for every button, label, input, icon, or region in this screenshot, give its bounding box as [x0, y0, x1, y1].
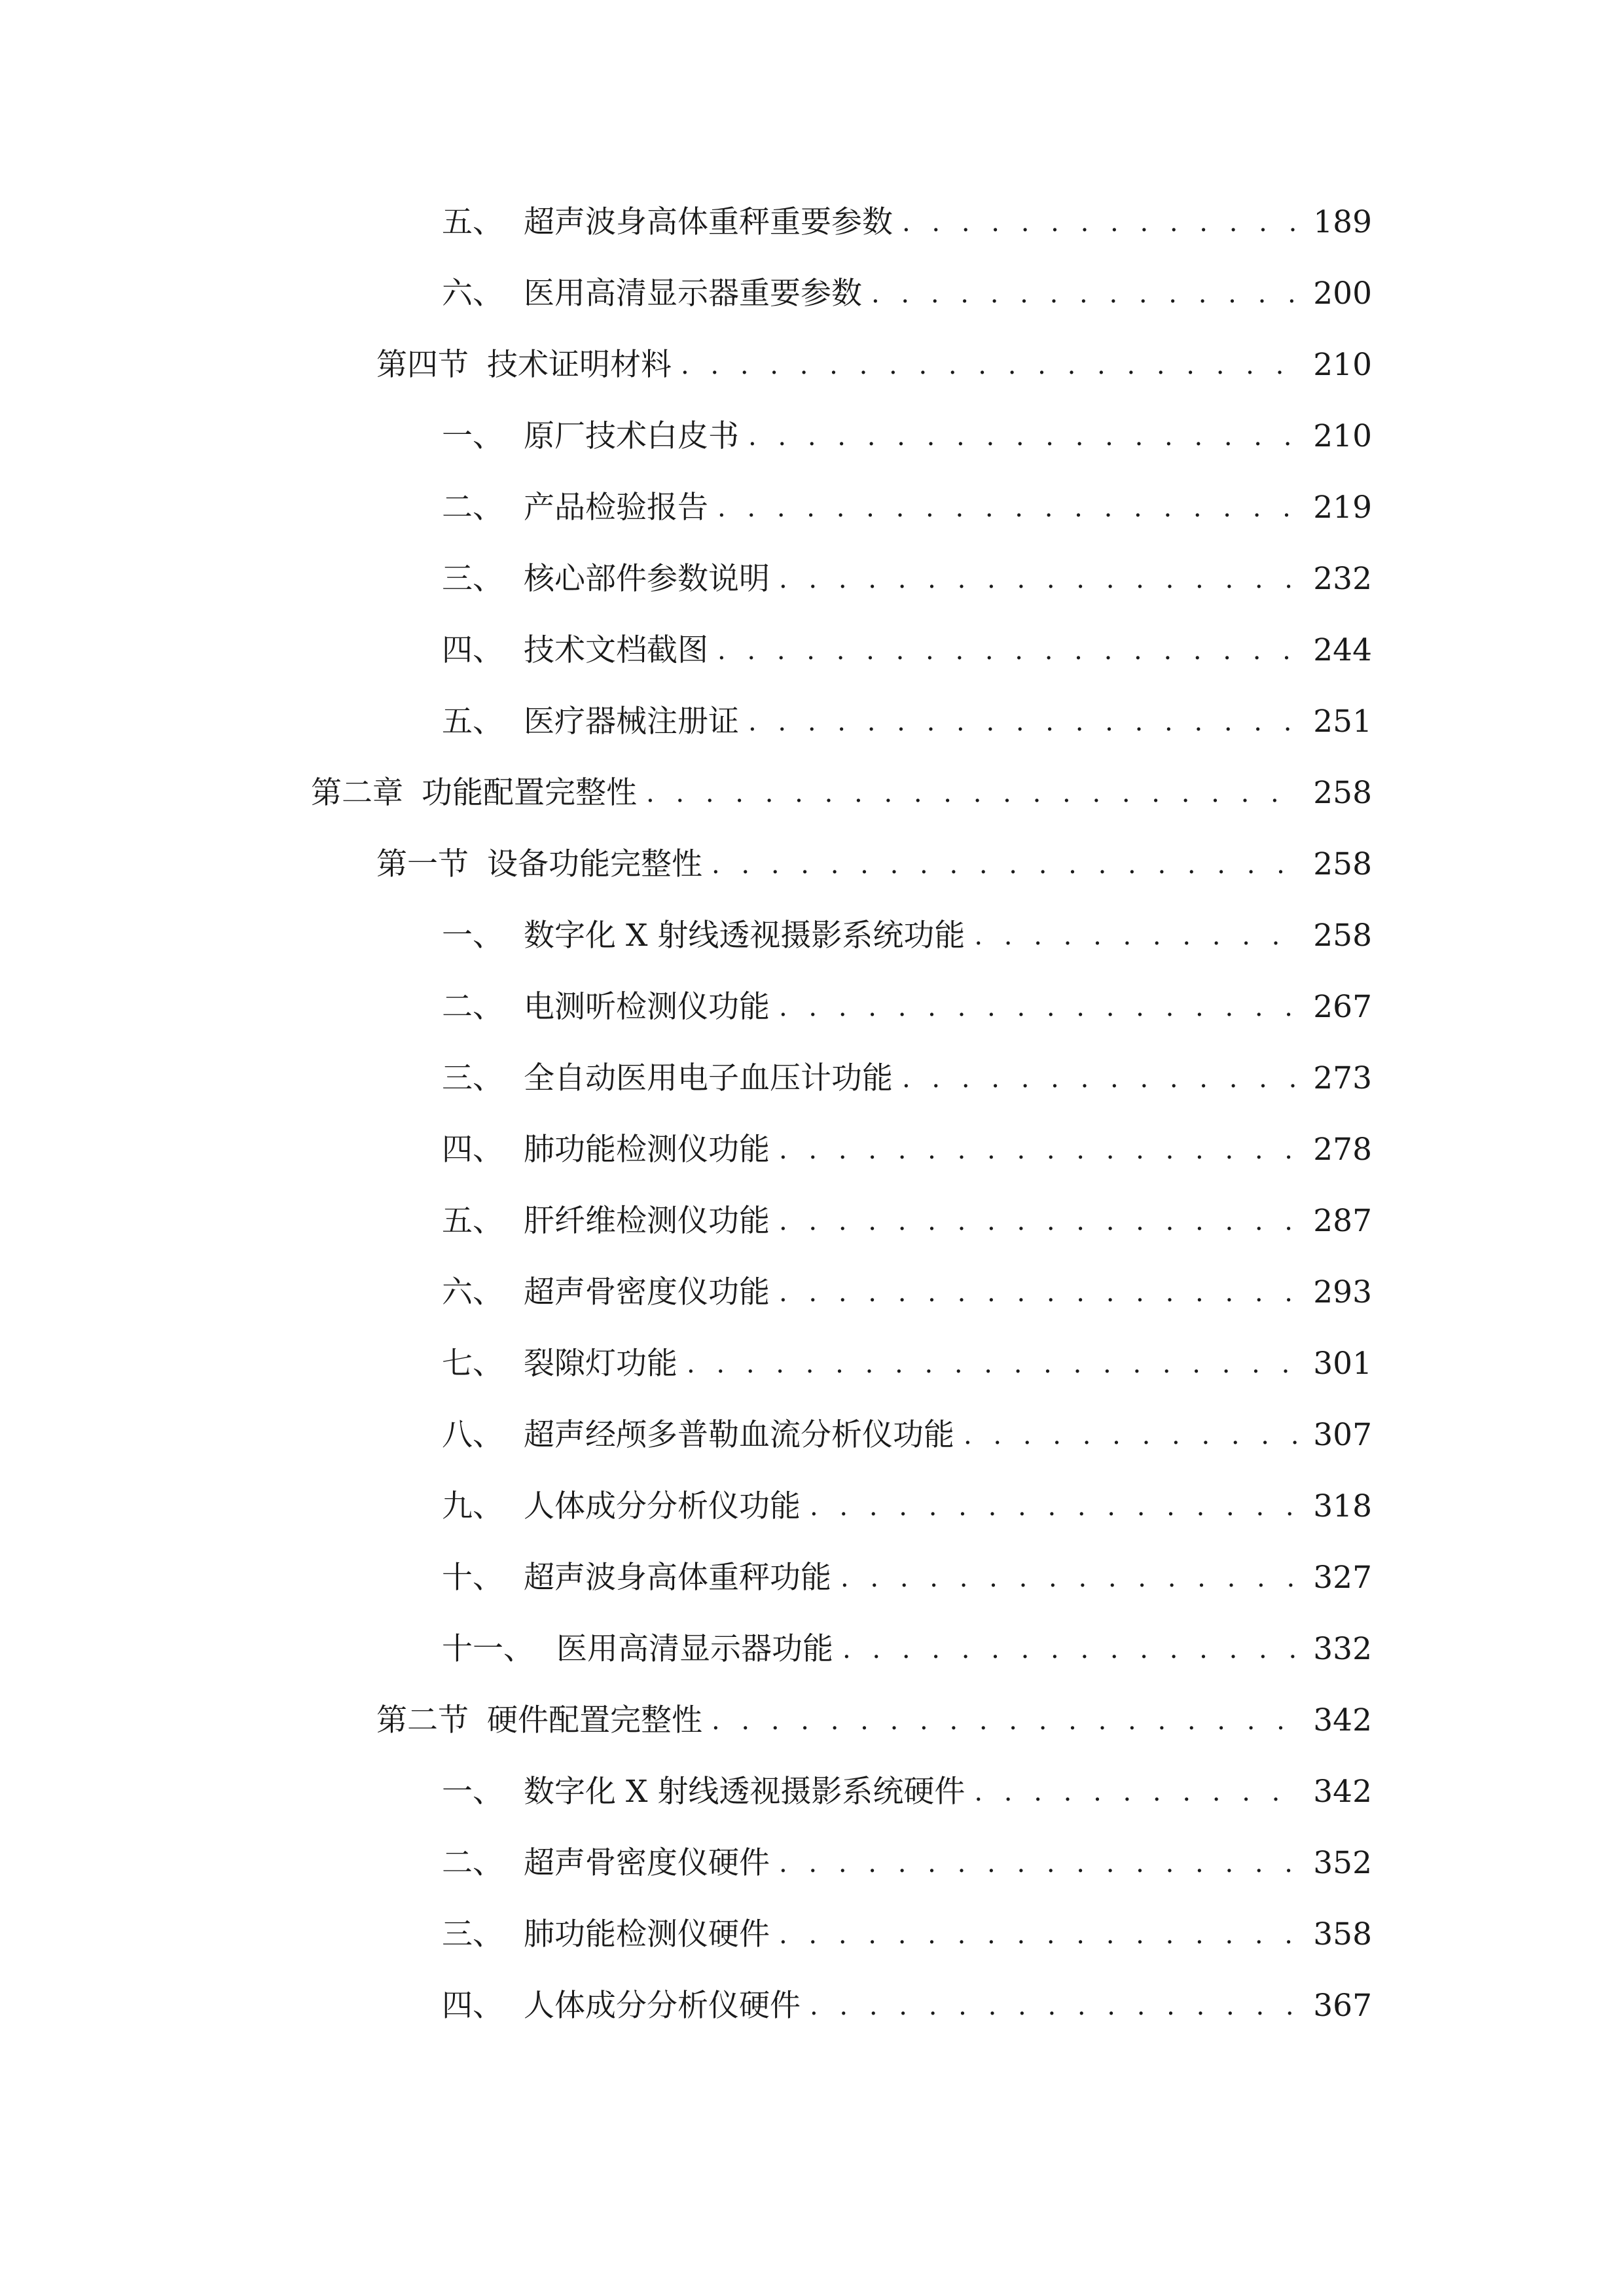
toc-entry[interactable]	[442, 482, 1372, 528]
entry-page-number: 219	[1313, 490, 1372, 526]
entry-title: 技术证明材料	[487, 347, 672, 383]
entry-number: 十、	[442, 1560, 503, 1596]
entry-title: 产品检验报告	[524, 490, 708, 526]
entry-number: 一、	[442, 1774, 503, 1810]
entry-page-number: 352	[1313, 1845, 1372, 1881]
toc-entry[interactable]	[442, 1409, 1372, 1455]
toc-entry[interactable]	[442, 1837, 1372, 1883]
entry-title: 人体成分分析仪硬件	[524, 1988, 801, 2024]
entry-page-number: 318	[1313, 1488, 1372, 1524]
dot-leader	[748, 702, 1301, 742]
entry-page-number: 200	[1313, 276, 1372, 312]
entry-page-number: 251	[1313, 704, 1372, 740]
entry-number: 二、	[442, 989, 503, 1025]
dot-leader	[687, 1344, 1301, 1384]
dot-leader	[779, 1130, 1301, 1170]
entry-page-number: 367	[1313, 1988, 1372, 2024]
dot-leader	[810, 1487, 1301, 1526]
dot-leader	[871, 274, 1301, 314]
entry-title: 数字化 X 射线透视摄影系统功能	[524, 918, 965, 954]
toc-entry[interactable]	[376, 1695, 1372, 1740]
toc-entry[interactable]	[442, 1480, 1372, 1526]
toc-entry[interactable]	[442, 981, 1372, 1027]
entry-title: 医疗器械注册证	[524, 704, 739, 740]
entry-page-number: 307	[1313, 1417, 1372, 1453]
entry-title: 超声骨密度仪功能	[524, 1274, 770, 1310]
entry-title: 功能配置完整性	[422, 775, 637, 811]
entry-number: 第一节	[376, 846, 469, 882]
entry-number: 七、	[442, 1346, 503, 1382]
toc-entry[interactable]	[442, 696, 1372, 742]
entry-number: 一、	[442, 918, 503, 954]
toc-entry[interactable]	[376, 339, 1372, 385]
entry-number: 九、	[442, 1488, 503, 1524]
entry-number: 八、	[442, 1417, 503, 1453]
toc-entry[interactable]	[311, 767, 1372, 813]
dot-leader	[779, 1273, 1301, 1312]
entry-title: 硬件配置完整性	[487, 1702, 702, 1738]
dot-leader	[712, 1701, 1301, 1740]
dot-leader	[717, 631, 1301, 670]
entry-number: 四、	[442, 632, 503, 668]
entry-title: 医用高清显示器功能	[556, 1631, 833, 1667]
entry-number: 三、	[442, 1916, 503, 1952]
toc-entry[interactable]	[442, 1266, 1372, 1312]
entry-number: 五、	[442, 1203, 503, 1239]
dot-leader	[779, 1202, 1301, 1241]
dot-leader	[748, 417, 1301, 456]
entry-page-number: 210	[1313, 347, 1372, 383]
entry-number: 四、	[442, 1132, 503, 1168]
entry-title: 数字化 X 射线透视摄影系统硬件	[524, 1774, 965, 1810]
entry-title: 全自动医用电子血压计功能	[524, 1060, 893, 1096]
entry-number: 二、	[442, 1845, 503, 1881]
entry-page-number: 267	[1313, 989, 1372, 1025]
entry-number: 三、	[442, 1060, 503, 1096]
dot-leader	[681, 346, 1301, 385]
entry-page-number: 210	[1313, 418, 1372, 454]
dot-leader	[842, 1630, 1301, 1669]
entry-page-number: 342	[1313, 1774, 1372, 1810]
entry-title: 医用高清显示器重要参数	[524, 276, 862, 312]
entry-number: 六、	[442, 1274, 503, 1310]
entry-number: 五、	[442, 704, 503, 740]
toc-entry[interactable]	[442, 1124, 1372, 1170]
entry-title: 超声波身高体重秤功能	[524, 1560, 831, 1596]
entry-title: 肺功能检测仪功能	[524, 1132, 770, 1168]
entry-title: 技术文档截图	[524, 632, 708, 668]
entry-number: 五、	[442, 204, 503, 240]
entry-title: 人体成分分析仪功能	[524, 1488, 801, 1524]
entry-page-number: 293	[1313, 1274, 1372, 1310]
toc-entry[interactable]	[442, 910, 1372, 956]
dot-leader	[779, 1915, 1301, 1954]
entry-number: 第二节	[376, 1702, 469, 1738]
toc-entry[interactable]	[442, 1623, 1372, 1669]
entry-title: 设备功能完整性	[487, 846, 702, 882]
entry-title: 裂隙灯功能	[524, 1346, 677, 1382]
dot-leader	[974, 1772, 1301, 1812]
dot-leader	[646, 774, 1301, 813]
entry-number: 十一、	[442, 1631, 534, 1667]
dot-leader	[974, 916, 1301, 956]
entry-number: 三、	[442, 561, 503, 597]
entry-number: 第四节	[376, 347, 469, 383]
toc-entry[interactable]	[442, 1052, 1372, 1098]
entry-page-number: 258	[1313, 775, 1372, 811]
dot-leader	[779, 560, 1301, 599]
entry-page-number: 358	[1313, 1916, 1372, 1952]
dot-leader	[902, 203, 1301, 242]
toc-entry[interactable]	[442, 1766, 1372, 1812]
toc-entry[interactable]	[442, 1552, 1372, 1598]
entry-title: 肝纤维检测仪功能	[524, 1203, 770, 1239]
entry-page-number: 287	[1313, 1203, 1372, 1239]
entry-page-number: 273	[1313, 1060, 1372, 1096]
entry-page-number: 342	[1313, 1702, 1372, 1738]
dot-leader	[717, 488, 1301, 528]
entry-title: 电测听检测仪功能	[524, 989, 770, 1025]
dot-leader	[902, 1059, 1301, 1098]
entry-title: 超声波身高体重秤重要参数	[524, 204, 893, 240]
entry-number: 四、	[442, 1988, 503, 2024]
entry-title: 肺功能检测仪硬件	[524, 1916, 770, 1952]
entry-page-number: 278	[1313, 1132, 1372, 1168]
entry-title: 超声经颅多普勒血流分析仪功能	[524, 1417, 954, 1453]
dot-leader	[840, 1558, 1301, 1598]
toc-entry[interactable]	[376, 838, 1372, 884]
toc-entry[interactable]	[442, 1195, 1372, 1241]
dot-leader	[779, 1844, 1301, 1883]
dot-leader	[810, 1986, 1301, 2026]
entry-page-number: 232	[1313, 561, 1372, 597]
entry-title: 超声骨密度仪硬件	[524, 1845, 770, 1881]
toc-entry[interactable]	[442, 553, 1372, 599]
entry-page-number: 189	[1313, 204, 1372, 240]
toc-entry[interactable]	[442, 1338, 1372, 1384]
entry-title: 原厂技术白皮书	[524, 418, 739, 454]
entry-title: 核心部件参数说明	[524, 561, 770, 597]
dot-leader	[779, 988, 1301, 1027]
entry-page-number: 332	[1313, 1631, 1372, 1667]
entry-number: 第二章	[311, 775, 403, 811]
toc-entry[interactable]	[442, 410, 1372, 456]
toc-entry[interactable]	[442, 624, 1372, 670]
entry-page-number: 258	[1313, 918, 1372, 954]
dot-leader	[712, 845, 1301, 884]
entry-number: 二、	[442, 490, 503, 526]
toc-entry[interactable]	[442, 268, 1372, 314]
entry-page-number: 258	[1313, 846, 1372, 882]
toc-entry[interactable]	[442, 1980, 1372, 2026]
entry-page-number: 244	[1313, 632, 1372, 668]
entry-page-number: 301	[1313, 1346, 1372, 1382]
toc-entry[interactable]	[442, 196, 1372, 242]
dot-leader	[964, 1416, 1301, 1455]
entry-number: 一、	[442, 418, 503, 454]
toc-entry[interactable]	[442, 1909, 1372, 1954]
entry-page-number: 327	[1313, 1560, 1372, 1596]
entry-number: 六、	[442, 276, 503, 312]
